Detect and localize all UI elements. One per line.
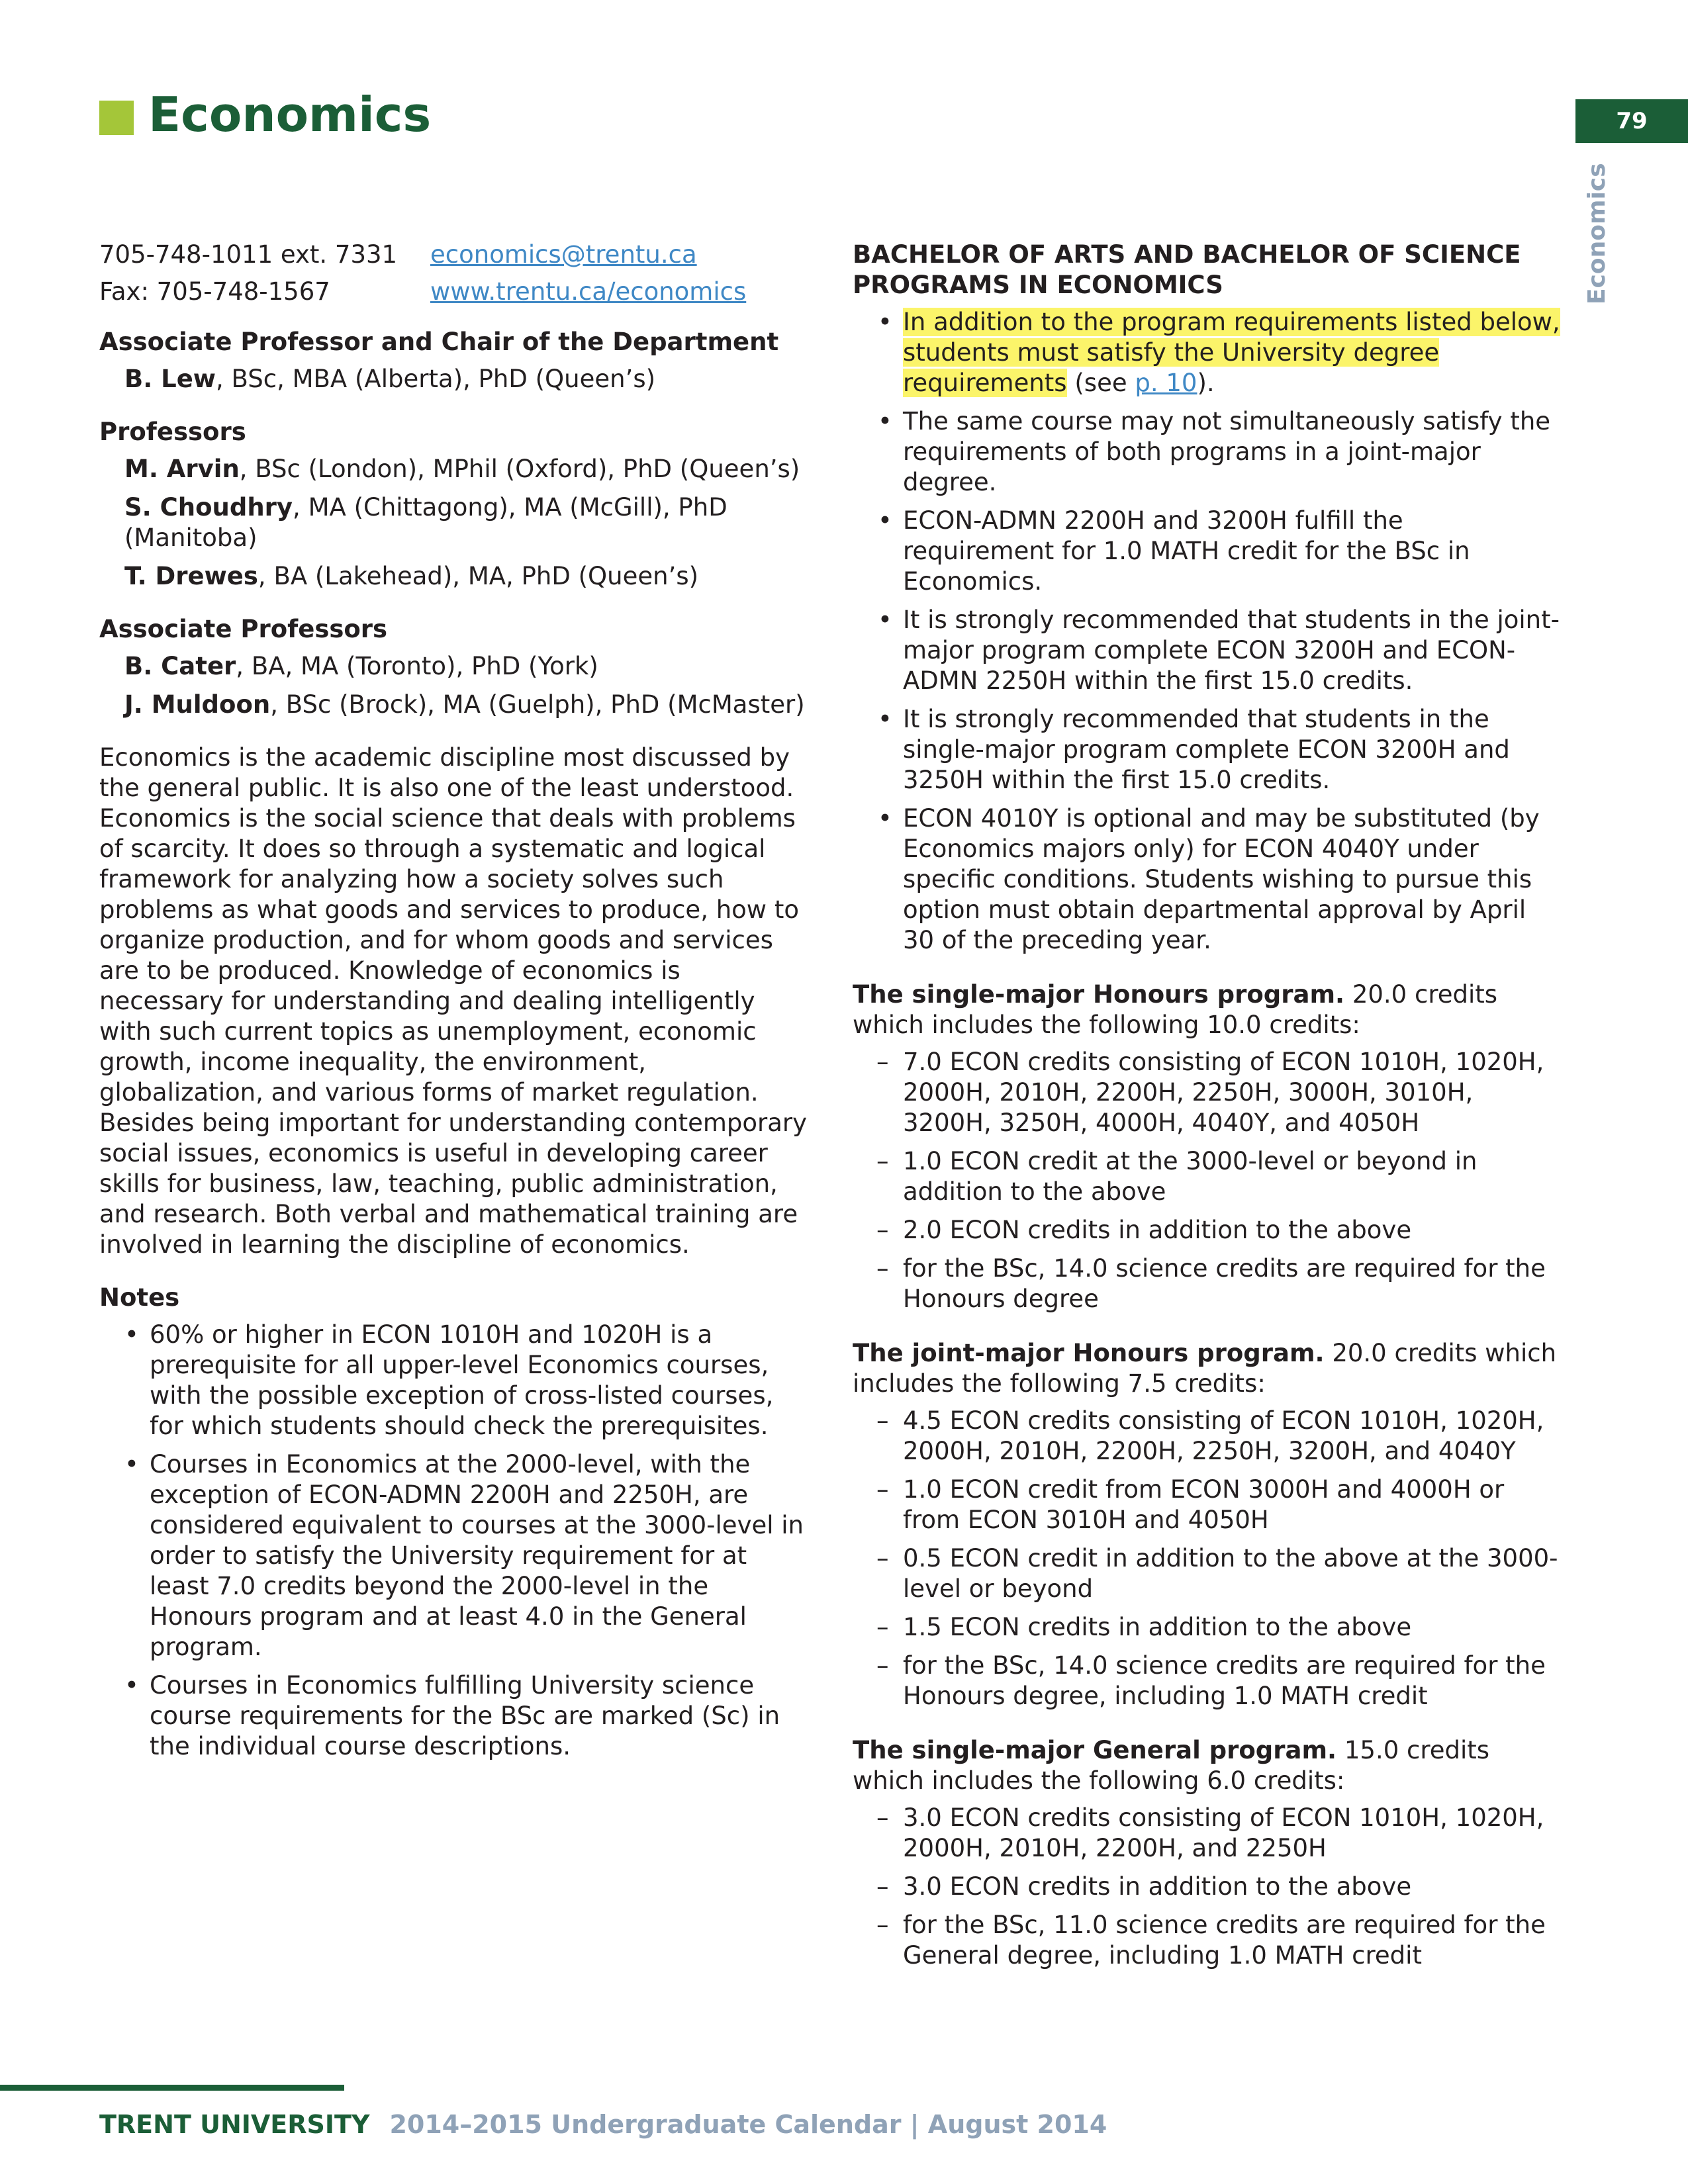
bullet-icon: • xyxy=(878,705,892,733)
dash-icon: – xyxy=(876,1544,889,1572)
list-item xyxy=(853,1651,1561,1711)
single-general-intro xyxy=(853,1735,1561,1796)
phone-number: 705-748-1011 ext. 7331 xyxy=(99,240,398,269)
faculty-entry xyxy=(124,492,808,553)
program-title: The single-major General program. xyxy=(853,1736,1337,1764)
single-general-list xyxy=(853,1803,1561,1971)
dash-icon: – xyxy=(876,1803,889,1832)
list-item xyxy=(853,1146,1561,1207)
requirement-text: for the BSc, 11.0 science credits are required for the General degree, including 1.0 MATH credit xyxy=(903,1911,1546,1970)
dash-icon: – xyxy=(876,1147,889,1175)
dash-icon: – xyxy=(876,1651,889,1680)
page-reference-link[interactable]: p. 10 xyxy=(1135,369,1197,397)
faculty-name: B. Cater xyxy=(124,652,236,680)
bullet-icon: • xyxy=(878,308,892,336)
bullet-icon: • xyxy=(878,606,892,634)
page-title: Economics xyxy=(148,87,432,142)
list-item xyxy=(853,1872,1561,1902)
list-item xyxy=(99,1670,808,1762)
list-item xyxy=(853,605,1561,696)
dash-icon: – xyxy=(876,1872,889,1901)
faculty-entry xyxy=(124,690,808,720)
faculty-credentials: , BA (Lakehead), MA, PhD (Queen’s) xyxy=(258,562,699,590)
requirement-text: 3.0 ECON credits in addition to the above xyxy=(903,1872,1412,1901)
programs-heading: BACHELOR OF ARTS AND BACHELOR OF SCIENCE PROGRAMS IN ECONOMICS xyxy=(853,240,1521,299)
faculty-entry xyxy=(124,454,808,484)
faculty-name: J. Muldoon xyxy=(124,690,271,719)
program-title: The single-major Honours program. xyxy=(853,980,1345,1009)
footer-rule xyxy=(0,2085,344,2091)
bullet-icon: • xyxy=(124,1320,139,1349)
requirement-text: 2.0 ECON credits in addition to the above xyxy=(903,1216,1412,1244)
program-note-text: It is strongly recommended that students in the joint-major program complete ECON 3200H and ECON-ADMN 2250H within the first 15.0 credits. xyxy=(903,606,1560,695)
list-item xyxy=(853,1215,1561,1246)
bullet-icon: • xyxy=(878,407,892,435)
footer xyxy=(99,2110,1107,2139)
list-item xyxy=(853,1543,1561,1604)
professors-heading: Professors xyxy=(99,418,246,446)
note-text: Courses in Economics at the 2000-level, with the exception of ECON-ADMN 2200H and 2250H, are considered equivalent to courses at the 3000-level in order to satisfy the University requirement for at least 7.0 credits beyond the 2000-level in the Honours program and at least 4.0 in the General program. xyxy=(150,1450,804,1661)
requirement-text: 1.0 ECON credit at the 3000-level or beyond in addition to the above xyxy=(903,1147,1477,1206)
email-link[interactable]: economics@trentu.ca xyxy=(430,240,697,269)
side-section-label: Economics xyxy=(1583,163,1611,304)
list-item xyxy=(853,803,1561,956)
requirement-text: 4.5 ECON credits consisting of ECON 1010H, 1020H, 2000H, 2010H, 2200H, 2250H, 3200H, and 4040Y xyxy=(903,1406,1544,1465)
bullet-icon: • xyxy=(878,804,892,833)
footer-university: TRENT UNIVERSITY xyxy=(99,2110,370,2139)
faculty-credentials: , BSc (London), MPhil (Oxford), PhD (Queen’s) xyxy=(239,455,800,483)
bullet-icon: • xyxy=(878,506,892,535)
program-note-text: The same course may not simultaneously satisfy the requirements of both programs in a joint-major degree. xyxy=(903,407,1551,496)
requirement-text: for the BSc, 14.0 science credits are required for the Honours degree, including 1.0 MATH credit xyxy=(903,1651,1546,1710)
dash-icon: – xyxy=(876,1613,889,1641)
associate-professors-heading: Associate Professors xyxy=(99,615,388,643)
faculty-name: B. Lew xyxy=(124,365,216,393)
faculty-entry xyxy=(124,651,808,682)
right-column xyxy=(853,240,1561,1979)
left-column xyxy=(99,240,808,1770)
list-item xyxy=(853,1047,1561,1138)
website-link[interactable]: www.trentu.ca/economics xyxy=(430,277,747,306)
single-honours-intro xyxy=(853,979,1561,1040)
chair-heading: Associate Professor and Chair of the Department xyxy=(99,328,779,356)
faculty-name: M. Arvin xyxy=(124,455,240,483)
program-description: 20.0 credits which includes the following 10.0 credits: xyxy=(853,980,1498,1039)
requirement-text: 3.0 ECON credits consisting of ECON 1010H, 1020H, 2000H, 2010H, 2200H, and 2250H xyxy=(903,1803,1544,1862)
notes-list xyxy=(99,1320,808,1762)
list-item xyxy=(99,1449,808,1662)
dash-icon: – xyxy=(876,1216,889,1244)
list-item xyxy=(853,406,1561,498)
requirement-text: 1.5 ECON credits in addition to the above xyxy=(903,1613,1412,1641)
dash-icon: – xyxy=(876,1911,889,1939)
dash-icon: – xyxy=(876,1406,889,1435)
list-item xyxy=(99,1320,808,1441)
requirement-text: 1.0 ECON credit from ECON 3000H and 4000H or from ECON 3010H and 4050H xyxy=(903,1475,1505,1534)
list-item xyxy=(853,506,1561,597)
see-prefix: (see xyxy=(1066,369,1135,397)
page-number-tab: 79 xyxy=(1575,99,1688,143)
faculty-credentials: , BSc (Brock), MA (Guelph), PhD (McMaster) xyxy=(270,690,805,719)
program-notes-list xyxy=(853,307,1561,956)
list-item xyxy=(853,307,1561,398)
program-description: 20.0 credits which includes the following 7.5 credits: xyxy=(853,1339,1557,1398)
intro-paragraph: Economics is the academic discipline most discussed by the general public. It is also one of the least understood. Economics is the social science that deals with problems of scarcity. It does so through a systematic and logical framework for analyzing how a society solves such problems as what goods and services to produce, how to organize production, and for whom goods and services are to be produced. Knowledge of economics is necessary for understanding and dealing intelligently with such current topics as unemployment, economic growth, income inequality, the environment, globalization, and various forms of market regulation. Besides being important for understanding contemporary social issues, economics is useful in developing career skills for business, law, teaching, public administration, and research. Both verbal and mathematical training are involved in learning the discipline of economics. xyxy=(99,743,808,1259)
bullet-icon: • xyxy=(124,1450,139,1479)
program-title: The joint-major Honours program. xyxy=(853,1339,1325,1367)
note-text: 60% or higher in ECON 1010H and 1020H is a prerequisite for all upper-level Economics courses, with the possible exception of cross-listed courses, for which students should check the prerequisites. xyxy=(150,1320,774,1440)
see-suffix: ). xyxy=(1197,369,1215,397)
requirement-text: 7.0 ECON credits consisting of ECON 1010H, 1020H, 2000H, 2010H, 2200H, 2250H, 3000H, 3010H, 3200H, 3250H, 4000H, 4040Y, and 4050H xyxy=(903,1048,1544,1137)
requirement-text: for the BSc, 14.0 science credits are required for the Honours degree xyxy=(903,1254,1546,1313)
program-note-text: It is strongly recommended that students in the single-major program complete ECON 3200H and 3250H within the first 15.0 credits. xyxy=(903,705,1510,794)
notes-heading: Notes xyxy=(99,1283,180,1312)
list-item xyxy=(853,704,1561,796)
faculty-credentials: , BA, MA (Toronto), PhD (York) xyxy=(236,652,598,680)
program-note-text: ECON-ADMN 2200H and 3200H fulfill the requirement for 1.0 MATH credit for the BSc in Economics. xyxy=(903,506,1470,596)
list-item xyxy=(853,1910,1561,1971)
title-accent-square xyxy=(99,101,134,135)
joint-honours-list xyxy=(853,1406,1561,1711)
note-text: Courses in Economics fulfilling University science course requirements for the BSc are marked (Sc) in the individual course descriptions. xyxy=(150,1671,780,1760)
faculty-name: S. Choudhry xyxy=(124,493,293,522)
single-honours-list xyxy=(853,1047,1561,1314)
program-note-text: ECON 4010Y is optional and may be substituted (by Economics majors only) for ECON 4040Y under specific conditions. Students wishing to pursue this option must obtain departmental approval by April 30 of the preceding year. xyxy=(903,804,1540,954)
list-item xyxy=(853,1803,1561,1864)
requirement-text: 0.5 ECON credit in addition to the above at the 3000-level or beyond xyxy=(903,1544,1558,1603)
program-description: 15.0 credits which includes the following 6.0 credits: xyxy=(853,1736,1490,1795)
bullet-icon: • xyxy=(124,1671,139,1700)
faculty-name: T. Drewes xyxy=(124,562,258,590)
list-item xyxy=(853,1406,1561,1467)
dash-icon: – xyxy=(876,1048,889,1076)
list-item xyxy=(853,1475,1561,1535)
faculty-credentials: , BSc, MBA (Alberta), PhD (Queen’s) xyxy=(216,365,656,393)
dash-icon: – xyxy=(876,1254,889,1283)
faculty-entry xyxy=(124,364,808,394)
joint-honours-intro xyxy=(853,1338,1561,1399)
highlighted-text: In addition to the program requirements listed below, students must satisfy the University degree requirements xyxy=(903,308,1560,397)
faculty-credentials: , MA (Chittagong), MA (McGill), PhD (Manitoba) xyxy=(124,493,727,552)
list-item xyxy=(853,1612,1561,1643)
contact-block xyxy=(99,240,808,307)
fax-number: Fax: 705-748-1567 xyxy=(99,277,330,306)
footer-calendar: 2014–2015 Undergraduate Calendar | August 2014 xyxy=(389,2110,1107,2139)
list-item xyxy=(853,1253,1561,1314)
faculty-entry xyxy=(124,561,808,592)
dash-icon: – xyxy=(876,1475,889,1504)
